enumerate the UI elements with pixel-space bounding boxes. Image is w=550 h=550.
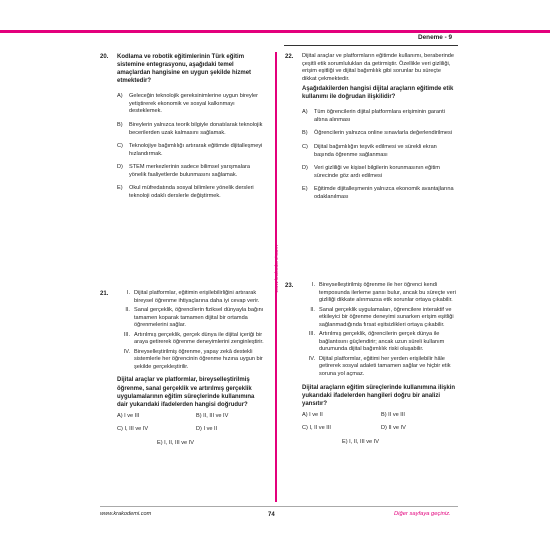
option-d[interactable]: D) II ve IV <box>381 425 406 432</box>
option-a[interactable]: A) Tüm öğrencilerin dijital platformlara erişiminin garanti altına alınması <box>302 109 445 123</box>
statement-list <box>302 282 457 379</box>
question-stem: Kodlama ve robotik eğitimlerinin Türk eğitim sistemine entegrasyonu, aşağıdaki temel amaçlardan hangisine en uygun şekilde hizmet etmektedir? <box>117 54 252 85</box>
option-list <box>117 93 265 200</box>
next-page-note: Diğer sayfaya geçiniz. <box>394 511 451 517</box>
option-b[interactable]: B) Bireylerin yalnızca teorik bilgiyle donatılarak teknolojik becerilerden uzak kalmasını sağlamak. <box>117 122 263 136</box>
option-e[interactable]: E) I, II, III ve IV <box>157 439 194 446</box>
statement-iii: III. Artırılmış gerçeklik, gerçek dünya ile dijital içeriği bir araya getirerek öğrenme deneyimlerini zenginleştirir. <box>123 331 264 346</box>
option-a[interactable]: A) I ve II <box>302 411 323 418</box>
exam-title: Deneme - 9 <box>418 34 453 41</box>
option-b[interactable]: B) II ve III <box>381 411 405 418</box>
statement-iv: IV. Bireyselleştirilmiş öğrenme, yapay zekâ destekli sistemlerle her öğrencinin öğrenme hızına uygun bir şekilde gerçekleştirilir. <box>123 348 263 370</box>
option-list <box>302 109 457 201</box>
option-b[interactable]: B) II, III ve IV <box>196 412 229 419</box>
footer-rule <box>100 506 458 507</box>
question-stem: Dijital araçlar ve platformlar, bireyselleştirilmiş öğrenme, sanal gerçeklik ve artırılmış gerçeklik uygulamalarının eğitim süreçlerinde kullanımına dair yukarıdaki ifadelerden hangisi doğrudur? <box>117 377 255 408</box>
question-number: 21. <box>100 291 109 297</box>
footer-url: www.krakodemi.com <box>100 511 152 517</box>
statement-ii: II. Sanal gerçeklik uygulamaları, öğrencilere interaktif ve etkileyici bir öğrenme deneyimi sunarken erişim eşitliği sağlanmadığında fırsat eşitsizlikleri ortaya çıkabilir. <box>310 306 454 328</box>
statement-iii: III. Artırılmış gerçeklik, öğrencilerin gerçek dünya ile bağlantısını güçlendirir; ancak uzun süreli kullanım durumunda dijital bağımlılık riski oluşabilir. <box>308 331 445 353</box>
question-stem: Dijital araçların eğitim süreçlerinde kullanımına ilişkin yukarıdaki ifadelerden hangileri doğru bir analizi yansıtır? <box>302 384 456 407</box>
option-c[interactable]: C) Teknolojiye bağımlılığı artırarak eğitimde dijitalleşmeyi hızlandırmak. <box>117 143 263 157</box>
question-number: 23. <box>285 283 294 289</box>
option-d[interactable]: D) I ve II <box>196 426 218 433</box>
statement-iv: IV. Dijital platformlar, eğitimi her yerden erişilebilir hâle getirerek sosyal adaleti tamamen sağlar ve hiçbir etik soruna yol açmaz. <box>308 355 451 378</box>
statement-ii: II. Sanal gerçeklik, öğrencilerin fiziksel dünyayla bağını tamamen koparak tamamen dijital bir ortamda öğrenmelerini sağlar. <box>125 307 264 329</box>
header-rule <box>284 45 458 46</box>
statement-i: I. Dijital platformlar, eğitimin erişilebilirliğini artırarak bireysel öğrenme ihtiyaçlarına daha iyi cevap verir. <box>126 290 260 304</box>
page-number: 74 <box>268 512 275 518</box>
option-grid <box>302 412 460 433</box>
option-e[interactable]: E) Okul müfredatında sosyal bilimlere yönelik dersleri teknoloji odaklı derslerle değiştirmek. <box>117 185 254 199</box>
option-d[interactable]: D) Veri gizliliği ve kişisel bilgilerin korunmasının eğitim sürecinde göz ardı edilmesi <box>302 165 440 179</box>
question-stem: Aşağıdakilerden hangisi dijital araçların eğitimde etik kullanımı ile doğrudan ilişkilidir? <box>302 86 454 101</box>
option-e[interactable]: E) I, II, III ve IV <box>342 438 379 445</box>
statement-list <box>117 290 265 371</box>
option-a[interactable]: A) I ve III <box>117 412 140 419</box>
option-grid <box>117 413 275 434</box>
question-number: 20. <box>100 54 109 60</box>
option-c[interactable]: C) Dijital bağımlılığın teşvik edilmesi ve sürekli ekran başında öğrenme sağlanması <box>302 144 437 158</box>
option-d[interactable]: D) STEM merkezlerinin sadece bilimsel yarışmalara yönelik faaliyetlerde bulunmasını sağlamak. <box>117 164 250 178</box>
question-intro: Dijital araçlar ve platformların eğitimde kullanımı, beraberinde çeşitli etik sorumlulukları da getirmiştir. Özellikle veri gizliliği, erişim eşitliği ve dijital bağımlılık gibi sorunlar bu süreçte dikkat çekmektedir. <box>302 53 455 82</box>
option-b[interactable]: B) Öğrencilerin yalnızca online sınavlarla değerlendirilmesi <box>302 130 453 137</box>
header-accent-bar <box>0 30 550 33</box>
option-e[interactable]: E) Eğitimde dijitalleşmenin yalnızca ekonomik avantajlarına odaklanılması <box>302 186 454 200</box>
statement-i: I. Bireyselleştirilmiş öğrenme ile her öğrenci kendi temposunda ilerleme şansı bulur, ancak bu süreçte veri gizliliği dikkate alınmazsa etik sorunlar ortaya çıkabilir. <box>311 282 456 304</box>
option-c[interactable]: C) I, III ve IV <box>117 426 149 433</box>
option-c[interactable]: C) I, II ve III <box>302 425 331 432</box>
watermark: www.krakodemi.com <box>274 245 280 293</box>
question-number: 22. <box>285 54 294 60</box>
option-a[interactable]: A) Geleceğin teknolojik gereksinimlerine uygun bireyler yetiştirerek ekonomik ve sosyal kalkınmayı desteklemek. <box>117 93 259 115</box>
